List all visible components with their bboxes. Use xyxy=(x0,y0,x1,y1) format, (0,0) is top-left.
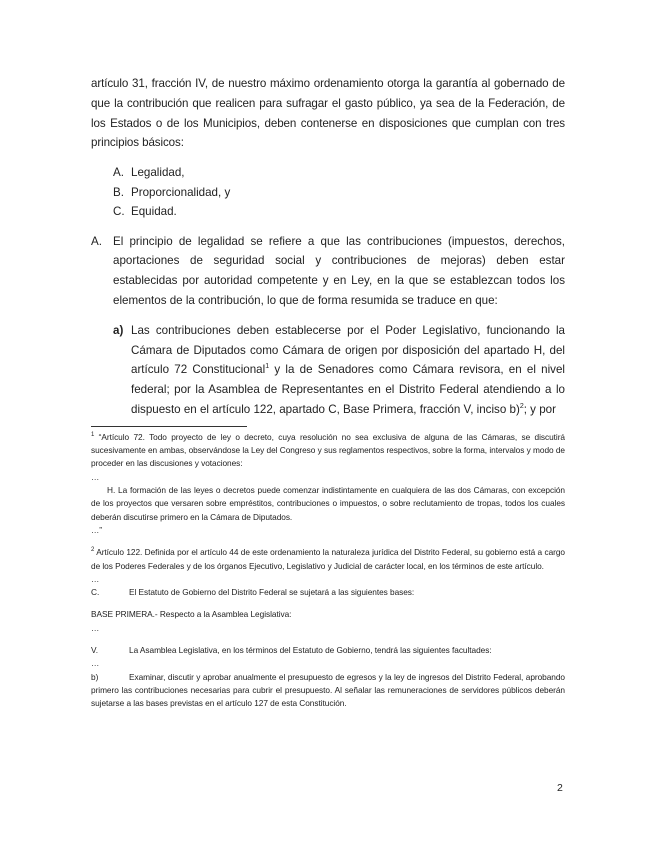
subsection-text-part1: Las contribuciones deben establecerse por el Poder Legislativo, funcionando la Cámara de Diputados como Cámara de origen por disposición del apartado H, del artículo 72 Constitucional xyxy=(131,323,565,377)
footnote-text: Artículo 122. Definida por el artículo 44 de este ordenamiento la naturaleza jurídica del Distrito Federal, su gobierno está a cargo de los Poderes Federales y de los órganos Ejecutivo, Legislativo y Judicial de carácter local, en los términos de este artículo. xyxy=(91,547,565,571)
footnote-1 xyxy=(91,431,565,537)
list-label: C. xyxy=(113,205,125,219)
footnote-number: 2 xyxy=(91,547,95,554)
item-label: b) xyxy=(91,671,99,682)
section-text: El principio de legalidad se refiere a que las contribuciones (impuestos, derechos, aportaciones de seguridad social y contribuciones de mejoras) deben estar establecidas por autoridad competente y en Ley, en la que se establezcan todos los elementos de la contribución, lo que de forma resumida se traduce en que: xyxy=(113,234,565,308)
list-label: A. xyxy=(113,166,124,180)
subsection-a xyxy=(113,321,565,420)
subsection-label: a) xyxy=(113,323,124,337)
list-item xyxy=(113,163,565,183)
item-text: El Estatuto de Gobierno del Distrito Federal se sujetará a las siguientes bases: xyxy=(129,587,415,598)
footnote-ellipsis: … xyxy=(91,658,100,669)
footnote-ref-1[interactable]: 1 xyxy=(265,363,270,371)
list-text: Equidad. xyxy=(131,205,177,219)
item-text: La Asamblea Legislativa, en los términos del Estatuto de Gobierno, tendrá las siguientes facultades: xyxy=(129,645,492,656)
section-label: A. xyxy=(91,234,102,248)
footnote-2 xyxy=(91,546,565,710)
list-item xyxy=(113,202,565,222)
footnote-item-c xyxy=(91,586,565,599)
footnote-text: “Artículo 72. Todo proyecto de ley o decreto, cuya resolución no sea exclusiva de alguna de las Cámaras, se discutirá sucesivamente en ambas, observándose la Ley del Congreso y sus reglamentos respectivos, sobre la forma, intervalos y modo de proceder en las discusiones y votaciones: xyxy=(91,431,565,469)
section-legality xyxy=(91,232,565,311)
footnote-ref-2[interactable]: 2 xyxy=(519,403,524,411)
list-text: Proporcionalidad, y xyxy=(131,185,231,199)
footnote-item-v xyxy=(91,644,565,657)
footnote-ellipsis: … xyxy=(91,622,100,633)
item-label: C. xyxy=(91,587,100,598)
document-page xyxy=(91,74,565,711)
subsection-text xyxy=(131,321,565,420)
footnote-paragraph-h: H. La formación de las leyes o decretos puede comenzar indistintamente en cualquiera de las dos Cámaras, con excepción de los proyectos que versaren sobre empréstitos, contribuciones o impuestos, o sobre reclutamiento de tropas, todos los cuales deberán discutirse primero en la Cámara de Diputados. xyxy=(91,485,565,522)
footnote-number: 1 xyxy=(91,432,95,439)
footnote-ellipsis: … xyxy=(91,573,100,584)
item-label: V. xyxy=(91,645,98,656)
subsection-text-part2: y la de Senadores como Cámara revisora, en el nivel federal; por la Asamblea de Representantes en el Distrito Federal atendiendo a lo dispuesto en el artículo 122, apartado C, Base Primera, fracción V, inciso b) xyxy=(131,363,565,417)
footnote-closing: …” xyxy=(91,524,102,535)
intro-paragraph: artículo 31, fracción IV, de nuestro máximo ordenamiento otorga la garantía al gobernado de que la contribución que realicen para sufragar el gasto público, ya sea de la Federación, de los Estados o de los Municipios, deben contenerse en disposiciones que cumplan con tres principios básicos: xyxy=(91,77,565,150)
list-item xyxy=(113,183,565,203)
principles-list xyxy=(113,163,565,222)
subsection-text-part3: ; y por xyxy=(523,403,556,417)
page-number: 2 xyxy=(557,782,563,794)
list-label: B. xyxy=(113,185,124,199)
footnote-ellipsis: … xyxy=(91,471,100,482)
item-text: Examinar, discutir y aprobar anualmente el presupuesto de egresos y la ley de ingresos del Distrito Federal, aprobando primero las contribuciones necesarias para cubrir el presupuesto. Al señalar las remuneraciones de servidores públicos deberán sujetarse a las bases previstas en el artículo 127 de esta Constitución. xyxy=(91,671,565,709)
footnote-base: BASE PRIMERA.- Respecto a la Asamblea Legislativa: xyxy=(91,609,292,620)
list-text: Legalidad, xyxy=(131,166,185,180)
footnote-separator xyxy=(91,426,247,427)
